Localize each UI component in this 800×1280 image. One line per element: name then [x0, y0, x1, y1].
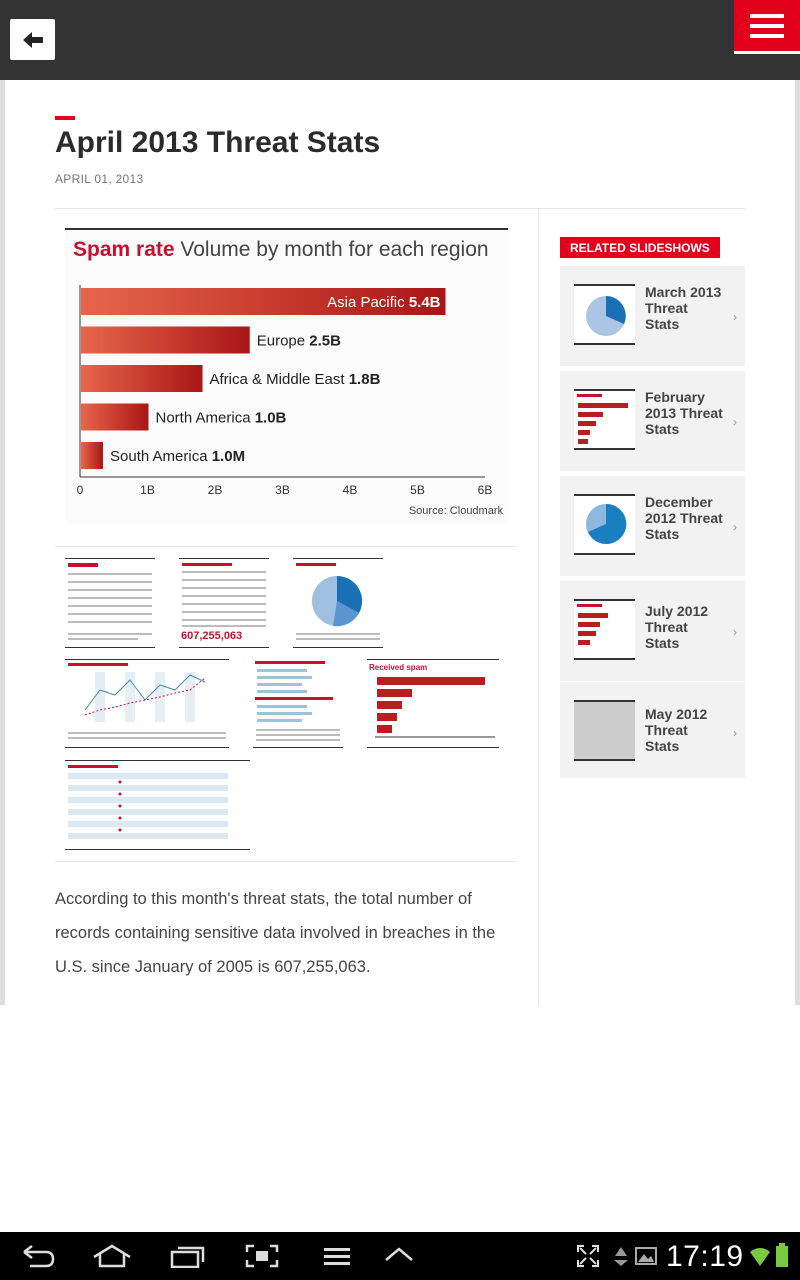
bar-thumbnail-icon: [574, 391, 635, 448]
related-title: February 2013 Threat Stats: [645, 389, 723, 437]
chart-bar-label-3: North America 1.0B: [155, 409, 287, 427]
related-title: March 2013 Threat Stats: [645, 284, 722, 332]
chart-xtick-6: 6B: [477, 483, 493, 497]
related-item-may-2012[interactable]: [560, 682, 745, 778]
back-nav-icon[interactable]: [20, 1244, 56, 1268]
header-divider: [55, 208, 745, 209]
related-slideshows-label: RELATED SLIDESHOWS: [560, 237, 720, 258]
chevron-right-icon: ›: [733, 310, 737, 324]
article-body: According to this month's threat stats, the total number of records containing sensitive data involved in breaches in the U.S. since January of 2005 is 607,255,063.: [55, 890, 496, 976]
related-item-march-2013[interactable]: [560, 266, 745, 366]
recycle-icon: [610, 1244, 632, 1268]
chart-xtick-1: 1B: [140, 483, 155, 497]
slide-thumbnail-5[interactable]: [253, 659, 343, 748]
title-accent-bar: [55, 116, 75, 120]
recent-apps-icon[interactable]: [170, 1244, 206, 1268]
list-thumbnail-graphic: [253, 659, 343, 746]
pie-thumbnail-graphic: [293, 559, 383, 647]
gallery-icon: [634, 1244, 658, 1268]
chevron-up-icon[interactable]: [384, 1244, 414, 1268]
related-thumbnail: [574, 494, 635, 555]
screenshot-icon[interactable]: [245, 1244, 279, 1268]
chart-xtick-2: 2B: [207, 483, 223, 497]
related-item-july-2012[interactable]: [560, 581, 745, 681]
chart-xtick-5: 5B: [410, 483, 425, 497]
top-app-bar: [0, 0, 800, 80]
thumbs-divider-top: [55, 546, 517, 547]
chart-bar-label-4: South America 1.0M: [110, 448, 246, 465]
related-thumbnail: [574, 389, 635, 450]
wifi-icon: [748, 1242, 772, 1268]
page-gutter-right: [795, 80, 800, 1005]
records-total-number: 607,255,063: [181, 630, 243, 642]
spam-rate-chart: [65, 230, 508, 524]
slide-thumbnail-3[interactable]: [293, 558, 383, 648]
status-clock: 17:19: [666, 1240, 744, 1273]
battery-icon: [774, 1242, 790, 1268]
table-thumbnail-graphic: [65, 559, 155, 647]
chevron-right-icon: ›: [733, 520, 737, 534]
related-thumbnail: [574, 599, 635, 660]
hamburger-menu-icon: [750, 12, 784, 40]
thumbs-divider-bottom: [55, 861, 517, 862]
chart-xtick-0: 0: [76, 483, 84, 497]
related-thumbnail: [574, 284, 635, 345]
chart-xtick-3: 3B: [275, 483, 290, 497]
pie-thumbnail-icon: [574, 286, 635, 343]
pie-thumbnail-icon: [574, 496, 635, 553]
related-thumbnail-placeholder: [574, 700, 635, 761]
slide-thumbnail-7[interactable]: [65, 760, 250, 850]
related-item-december-2012[interactable]: [560, 476, 745, 576]
chart-bar-label-0: Asia Pacific 5.4B: [327, 294, 441, 311]
menu-button[interactable]: [734, 0, 800, 54]
back-arrow-icon: [21, 30, 45, 50]
chart-source: Source: Cloudmark: [408, 505, 503, 517]
chevron-right-icon: ›: [733, 415, 737, 429]
system-navigation-bar: [0, 1232, 800, 1280]
chart-bar-3: [81, 404, 149, 431]
slideshow-main-image[interactable]: [65, 228, 508, 524]
records-thumbnail-graphic: [179, 559, 269, 647]
chart-title-rest: Volume by month for each region: [174, 238, 489, 261]
chart-bar-label-1: Europe 2.5B: [256, 332, 341, 350]
slide-thumbnail-2[interactable]: [179, 558, 269, 648]
bar-thumbnail-icon: [574, 601, 635, 658]
related-item-february-2013[interactable]: [560, 371, 745, 471]
article-date: APRIL 01, 2013: [55, 172, 144, 186]
line-chart-thumbnail-graphic: [65, 660, 229, 747]
chart-bar-1: [81, 327, 250, 354]
chevron-right-icon: ›: [733, 625, 737, 639]
slide-thumbnail-4[interactable]: [65, 659, 229, 748]
chart-xtick-4: 4B: [342, 483, 358, 497]
fullscreen-icon[interactable]: [576, 1244, 600, 1268]
back-button[interactable]: [10, 19, 55, 60]
article-title: April 2013 Threat Stats: [55, 126, 381, 159]
chart-bar-label-2: Africa & Middle East 1.8B: [209, 371, 381, 388]
slide-thumbnail-6[interactable]: [367, 659, 499, 748]
bar-thumbnail-graphic: [367, 660, 499, 747]
chart-bar-2: [81, 365, 203, 392]
chevron-right-icon: ›: [733, 726, 737, 740]
sidebar-divider: [538, 208, 539, 1005]
chart-bar-4: [81, 442, 103, 469]
related-title: May 2012 Threat Stats: [645, 706, 708, 754]
chart-title-bold: Spam rate: [73, 238, 175, 261]
home-nav-icon[interactable]: [92, 1244, 132, 1268]
related-title: December 2012 Threat Stats: [645, 494, 723, 542]
received-spam-title: Received spam: [369, 663, 428, 672]
table-thumbnail-graphic-2: [65, 761, 250, 849]
slide-thumbnail-1[interactable]: [65, 558, 155, 648]
related-title: July 2012 Threat Stats: [645, 603, 709, 651]
menu-nav-icon[interactable]: [322, 1244, 352, 1268]
